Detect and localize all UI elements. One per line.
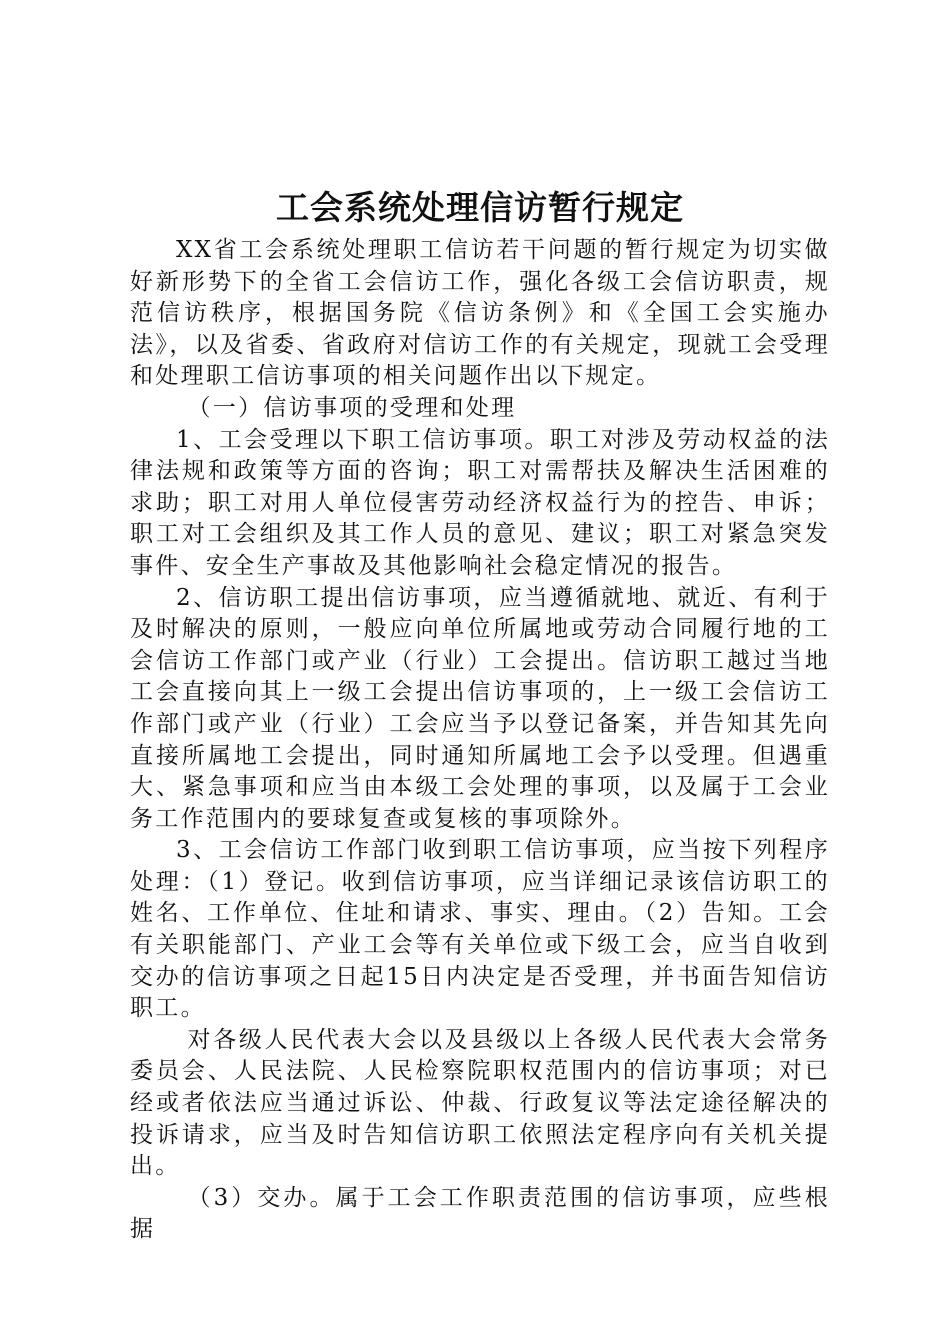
document-title: 工会系统处理信访暂行规定 [276,188,684,227]
paragraph-item-2: 2、信访职工提出信访事项，应当遵循就地、就近、有利于及时解决的原则，一般应向单位所属地或劳动合同履行地的工会信访工作部门或产业（行业）工会提出。信访职工越过当地工会直接向其上一级工会提出信访事项的，上一级工会信访工作部门或产业（行业）工会应当予以登记备案，并告知其先向直接所属地工会提出，同时通知所属地工会予以受理。但遇重大、紧急事项和应当由本级工会处理的事项，以及属于工会业务工作范围内的要球复查或复核的事项除外。 [130,584,830,832]
paragraph-note: 对各级人民代表大会以及县级以上各级人民代表大会常务委员会、人民法院、人民检察院职权范围内的信访事项；对已经或者依法应当通过诉讼、仲裁、行政复议等法定途径解决的投诉请求，应当及时告知信访职工依照法定程序向有关机关提出。 [130,1026,830,1180]
paragraph-item-3: 3、工会信访工作部门收到职工信访事项，应当按下列程序处理：（1）登记。收到信访事项，应当详细记录该信访职工的姓名、工作单位、住址和请求、事实、理由。（2）告知。工会有关职能部门、产业工会等有关单位或下级工会，应当自收到交办的信访事项之日起15日内决定是否受理，并书面告知信访职工。 [130,837,830,1022]
document-body [130,235,830,1246]
section-heading: （一）信访事项的受理和处理 [187,394,517,421]
paragraph-intro: XX省工会系统处理职工信访若干问题的暂行规定为切实做好新形势下的全省工会信访工作，强化各级工会信访职责，规范信访秩序，根据国务院《信访条例》和《全国工会实施办法》，以及省委、省政府对信访工作的有关规定，现就工会受理和处理职工信访事项的相关问题作出以下规定。 [130,237,830,390]
paragraph-assign: （3）交办。属于工会工作职责范围的信访事项，应些根据 [130,1184,830,1243]
paragraph-item-1: 1、工会受理以下职工信访事项。职工对涉及劳动权益的法律法规和政策等方面的咨询；职工对需帮扶及解决生活困难的求助；职工对用人单位侵害劳动经济权益行为的控告、申诉；职工对工会组织及其工作人员的意见、建议；职工对紧急突发事件、安全生产事故及其他影响社会稳定情况的报告。 [130,426,830,579]
